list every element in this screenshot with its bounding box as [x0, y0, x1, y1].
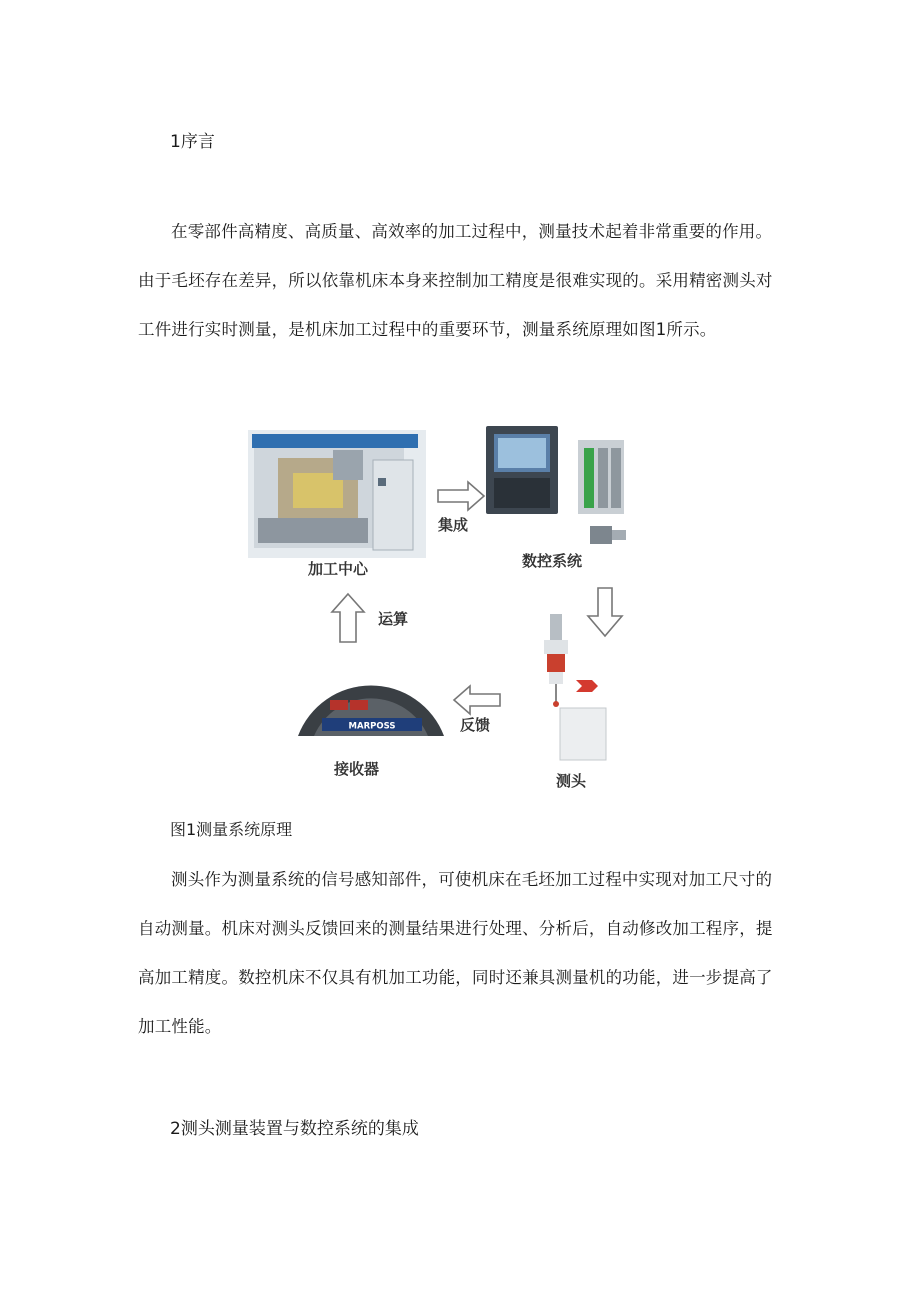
figure-caption: 图1测量系统原理 — [170, 820, 293, 839]
cnc-system-image — [486, 426, 626, 544]
section-1-title: 1序言 — [170, 132, 215, 152]
label-integration: 集成 — [438, 516, 469, 534]
intro-paragraph: 在零部件高精度、高质量、高效率的加工过程中，测量技术起着非常重要的作用。由于毛坯存在差异，所以依靠机床本身来控制加工精度是很难实现的。采用精密测头对工件进行实时测量，是机床加工过程中的重要环节，测量系统原理如图1所示。 — [138, 222, 773, 339]
label-machining-center: 加工中心 — [308, 560, 369, 578]
label-probe: 测头 — [556, 772, 587, 790]
computation-arrow — [332, 594, 364, 642]
label-computation: 运算 — [378, 610, 409, 628]
down-arrow — [588, 588, 622, 636]
machining-center-image — [248, 430, 426, 558]
label-feedback: 反馈 — [460, 716, 491, 734]
feedback-arrow — [454, 686, 500, 714]
measurement-system-figure — [238, 418, 638, 796]
receiver-image — [298, 685, 444, 736]
section-2-title: 2测头测量装置与数控系统的集成 — [170, 1119, 419, 1139]
brand-label: MARPOSS — [348, 721, 396, 732]
integration-arrow — [438, 482, 484, 510]
probe-image — [544, 614, 606, 760]
label-receiver: 接收器 — [334, 760, 380, 778]
body-paragraph: 测头作为测量系统的信号感知部件，可使机床在毛坯加工过程中实现对加工尺寸的自动测量。机床对测头反馈回来的测量结果进行处理、分析后，自动修改加工程序，提高加工精度。数控机床不仅具有机加工功能，同时还兼具测量机的功能，进一步提高了加工性能。 — [138, 870, 773, 1036]
label-cnc-system: 数控系统 — [522, 552, 583, 570]
